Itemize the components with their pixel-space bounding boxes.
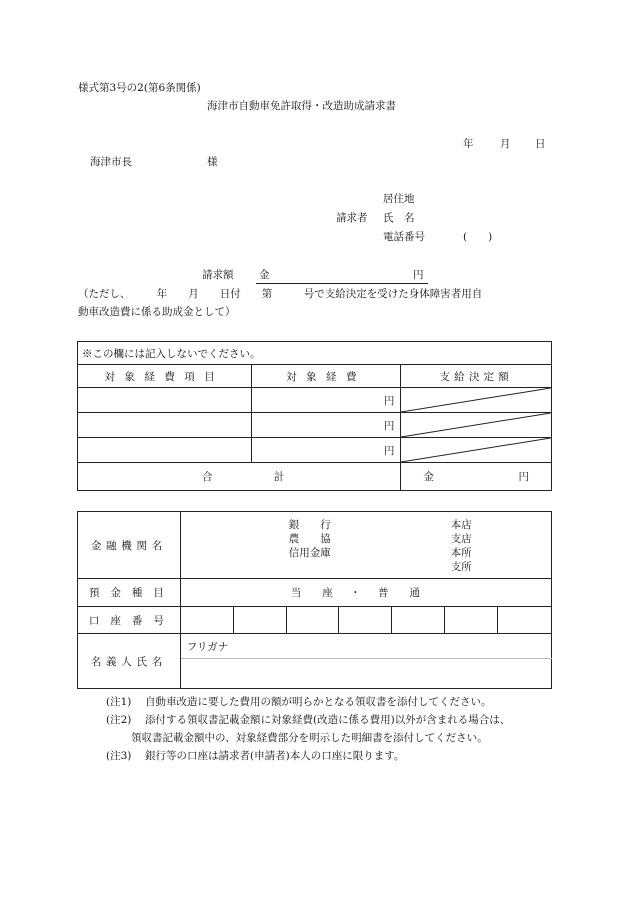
decided-amount-cell bbox=[401, 438, 552, 463]
claim-amount-suffix: 円 bbox=[413, 269, 424, 281]
holder-name-cell[interactable] bbox=[180, 659, 551, 689]
expense-amount-cell[interactable]: 円 bbox=[251, 413, 401, 438]
total-label-2: 計 bbox=[273, 471, 285, 483]
holder-name-label: 名義人氏名 bbox=[78, 634, 181, 689]
branch-types bbox=[451, 518, 472, 574]
header-expense-amount: 対象経費 bbox=[251, 365, 401, 388]
note-3-text: 銀行等の口座は請求者(申請者)本人の口座に限ります。 bbox=[145, 750, 405, 762]
expense-table bbox=[77, 341, 552, 491]
total-label-1: 合 bbox=[202, 471, 213, 483]
account-digit-cell[interactable] bbox=[445, 607, 498, 634]
furigana-label: フリガナ bbox=[186, 640, 229, 653]
institution-cell[interactable] bbox=[180, 512, 551, 579]
note-2-tag: (注2) bbox=[106, 714, 132, 726]
table-row bbox=[78, 413, 552, 438]
expense-item-cell[interactable] bbox=[78, 388, 252, 413]
account-digit-cell[interactable] bbox=[286, 607, 339, 634]
institution-type-agri: 農 協 bbox=[288, 533, 331, 545]
header-decided-amount: 支給決定額 bbox=[401, 365, 552, 388]
claim-amount-underline[interactable] bbox=[256, 283, 428, 284]
account-digit-cell[interactable] bbox=[392, 607, 445, 634]
form-number: 様式第3号の2(第6条関係) bbox=[78, 82, 201, 94]
claimant-name-label: 氏 名 bbox=[383, 212, 415, 224]
branch-type-sub-office: 支所 bbox=[450, 561, 472, 573]
expense-notice: ※この欄には記入しないでください。 bbox=[78, 342, 552, 365]
total-label-cell bbox=[78, 463, 401, 491]
deposit-type-label: 預金種目 bbox=[78, 579, 181, 607]
expense-amount-cell[interactable]: 円 bbox=[251, 388, 401, 413]
table-row bbox=[78, 388, 552, 413]
document-title: 海津市自動車免許取得・改造助成請求書 bbox=[207, 100, 396, 112]
deposit-type-separator: ・ bbox=[350, 587, 361, 599]
note-2-continuation: 領収書記載金額中の、対象経費部分を明示した明細書を添付してください。 bbox=[131, 732, 488, 744]
institution-types bbox=[289, 518, 331, 560]
institution-label: 金融機関名 bbox=[78, 512, 181, 579]
claim-amount-label: 請求額 bbox=[202, 269, 234, 281]
note-paragraph-line2: 動車改造費に係る助成金として） bbox=[78, 306, 236, 318]
deposit-type-ordinary[interactable]: 普 通 bbox=[377, 587, 420, 599]
decided-amount-cell bbox=[401, 413, 552, 438]
branch-type-branch: 支店 bbox=[450, 533, 472, 545]
diagonal-strike bbox=[401, 438, 551, 462]
note-2-text: 添付する領収書記載金額に対象経費(改造に係る費用)以外が含まれる場合は、 bbox=[145, 714, 511, 726]
institution-type-bank: 銀 行 bbox=[288, 519, 331, 531]
addressee: 海津市長 bbox=[90, 156, 132, 168]
diagonal-strike bbox=[401, 413, 551, 437]
total-suffix: 円 bbox=[518, 471, 529, 483]
decided-amount-cell bbox=[401, 388, 552, 413]
deposit-type-cell[interactable] bbox=[180, 579, 551, 607]
claimant-address-label: 居住地 bbox=[383, 193, 415, 205]
claimant-phone-label: 電話番号 bbox=[383, 231, 425, 243]
expense-item-cell[interactable] bbox=[78, 413, 252, 438]
deposit-type-current[interactable]: 当 座 bbox=[290, 587, 333, 599]
note-1-tag: (注1) bbox=[106, 696, 132, 708]
branch-type-head: 本店 bbox=[450, 519, 472, 531]
total-amount-cell[interactable] bbox=[401, 463, 552, 491]
expense-item-cell[interactable] bbox=[78, 438, 252, 463]
account-digit-cell[interactable] bbox=[339, 607, 392, 634]
diagonal-strike bbox=[401, 388, 551, 412]
account-number-label: 口座番号 bbox=[78, 607, 181, 634]
note-1-text: 自動車改造に要した費用の額が明らかとなる領収書を添付してください。 bbox=[145, 696, 492, 708]
addressee-honorific: 様 bbox=[207, 156, 218, 168]
date-day-label: 日 bbox=[535, 138, 546, 150]
table-row bbox=[78, 438, 552, 463]
note-3-tag: (注3) bbox=[106, 750, 132, 762]
date-month-label: 月 bbox=[500, 138, 511, 150]
account-digit-cell[interactable] bbox=[180, 607, 233, 634]
claimant-label: 請求者 bbox=[336, 212, 368, 224]
branch-type-main-office: 本所 bbox=[450, 547, 472, 559]
expense-amount-cell[interactable]: 円 bbox=[251, 438, 401, 463]
bank-table bbox=[77, 511, 552, 689]
account-digit-cell[interactable] bbox=[233, 607, 286, 634]
furigana-cell[interactable] bbox=[180, 634, 551, 659]
claim-amount-prefix: 金 bbox=[259, 269, 270, 281]
header-expense-item: 対象経費項目 bbox=[78, 365, 252, 388]
note-paragraph-line1: （ただし、 年 月 日付 第 号で支給決定を受けた身体障害者用自 bbox=[78, 288, 483, 300]
account-digit-cell[interactable] bbox=[498, 607, 552, 634]
date-year-label: 年 bbox=[463, 138, 474, 150]
institution-type-credit: 信用金庫 bbox=[288, 547, 331, 559]
total-prefix: 金 bbox=[423, 471, 434, 483]
claimant-phone-paren: ( ) bbox=[463, 231, 493, 243]
